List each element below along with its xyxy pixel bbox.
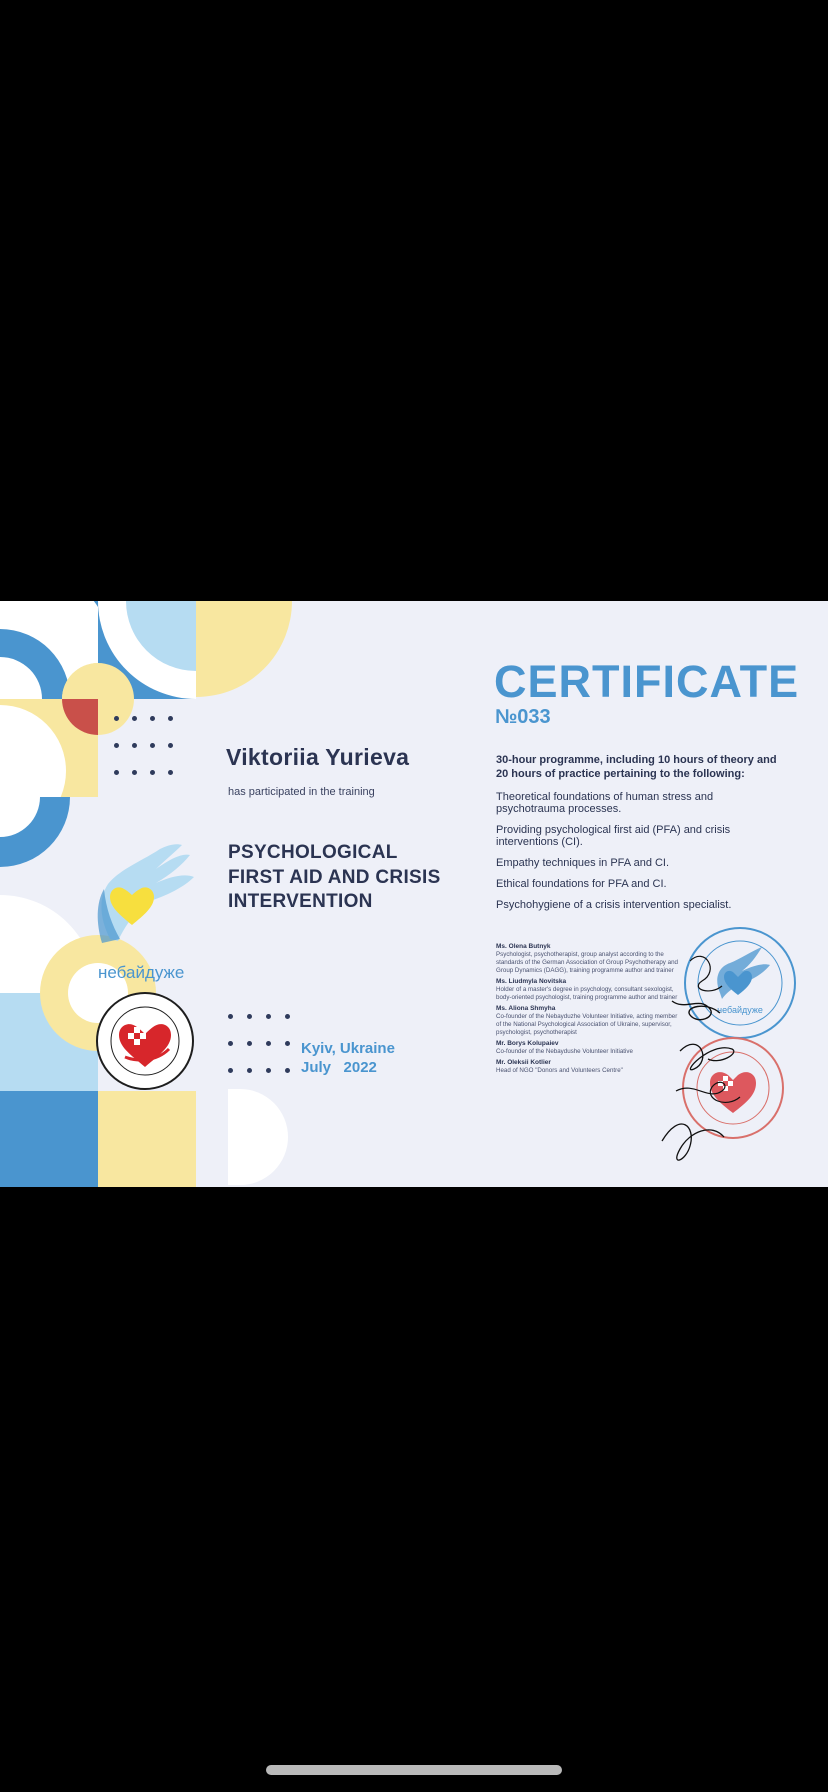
dot-grid-top [114, 716, 174, 775]
topic-item: Empathy techniques in PFA and CI. [496, 857, 670, 869]
topic-item: Ethical foundations for PFA and CI. [496, 878, 667, 890]
ngo-seal-icon [95, 991, 195, 1091]
topic-item: Theoretical foundations of human stress and psychotrauma processes. [496, 791, 714, 815]
signer-name: Ms. Liudmyla Novitska [496, 978, 567, 985]
date: July 2022 [301, 1059, 377, 1076]
signer-role: Psychologist, psychotherapist, group analyst according to the standards of the German Association of Group Psychotherapy and Group Dynamics (DAGG), training programme author and trainer [496, 951, 678, 974]
programme-description: 30-hour programme, including 10 hours of theory and 20 hours of practice pertaining to the following: [496, 754, 777, 780]
signer-name: Mr. Oleksii Kotlier [496, 1059, 551, 1066]
topic-item: Providing psychological first aid (PFA) and crisis interventions (CI). [496, 824, 731, 848]
place: Kyiv, Ukraine [301, 1040, 395, 1057]
training-title [228, 841, 441, 915]
home-indicator[interactable] [266, 1765, 562, 1775]
training-title-line: INTERVENTION [228, 891, 373, 912]
signer-role: Co-founder of the Nebaydushe Volunteer Initiative [496, 1048, 633, 1055]
certificate [0, 601, 828, 1187]
participated-text: has participated in the training [228, 786, 375, 798]
certificate-title: CERTIFICATE [494, 656, 800, 707]
signer-name: Ms. Olena Butnyk [496, 943, 551, 950]
signer-name: Ms. Aliona Shmyha [496, 1005, 556, 1012]
certificate-number: №033 [495, 706, 551, 728]
place-date [301, 1039, 395, 1077]
signer-role: Co-founder of the Nebayduzhe Volunteer Initiative, acting member of the National Psychological Association of Ukraine, supervisor, psychologist, psychotherapist [496, 1013, 678, 1036]
signer-role: Holder of a master's degree in psychology, consultant sexologist, body-oriented psychologist, training programme author and trainer [496, 986, 678, 1001]
recipient-name: Viktoriia Yurieva [226, 744, 410, 770]
dot-grid-bottom [228, 1014, 291, 1073]
topics-list [496, 791, 766, 920]
nebaiduzhe-logo-text: небайдуже [98, 963, 185, 982]
signatures-icon [650, 941, 760, 1171]
svg-text:небайдуже: небайдуже [717, 1005, 763, 1015]
signer-role: Head of NGO "Donors and Volunteers Centre" [496, 1067, 623, 1074]
nebaiduzhe-logo-icon [90, 839, 200, 959]
signer-name: Mr. Borys Kolupaiev [496, 1040, 559, 1047]
training-title-line: PSYCHOLOGICAL [228, 842, 398, 863]
training-title-line: FIRST AID AND CRISIS [228, 866, 441, 888]
topic-item: Psychohygiene of a crisis intervention specialist. [496, 899, 732, 911]
